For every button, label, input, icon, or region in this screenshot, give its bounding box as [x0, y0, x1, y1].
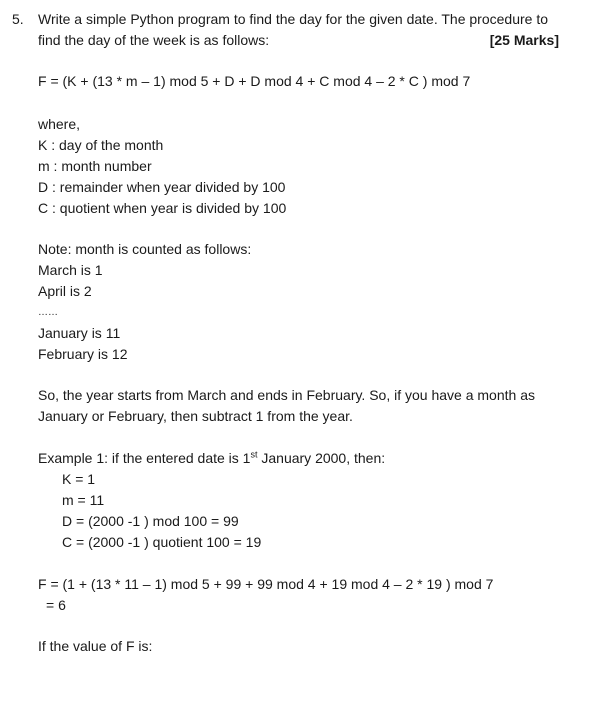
- example-value-d: D = (2000 -1 ) mod 100 = 99: [62, 513, 239, 529]
- example-intro-superscript: st: [250, 449, 258, 460]
- example-value-m: m = 11: [62, 492, 105, 508]
- where-item-k: K : day of the month: [38, 137, 164, 153]
- where-item-m: m : month number: [38, 158, 152, 174]
- question-text-line-2: find the day of the week is as follows:: [38, 32, 270, 48]
- main-formula: F = (K + (13 * m – 1) mod 5 + D + D mod 4 + C mod 4 – 2 * C ) mod 7: [38, 73, 471, 89]
- marks-label: [25 Marks]: [489, 32, 559, 48]
- example-intro-text-end: January 2000, then:: [257, 450, 386, 466]
- example-value-c: C = (2000 -1 ) quotient 100 = 19: [62, 534, 262, 550]
- note-item-january: January is 11: [38, 325, 121, 341]
- question-number: 5.: [12, 11, 24, 27]
- note-item-april: April is 2: [38, 283, 92, 299]
- example-intro: [38, 449, 385, 467]
- paragraph-line-2: January or February, then subtract 1 from the year.: [38, 408, 353, 424]
- where-heading: where,: [38, 116, 81, 132]
- example-value-k: K = 1: [62, 471, 96, 487]
- question-text-line-1: Write a simple Python program to find the day for the given date. The procedure to: [38, 11, 548, 27]
- example-calculation-result: = 6: [46, 597, 66, 613]
- note-item-february: February is 12: [38, 346, 128, 362]
- paragraph-line-1: So, the year starts from March and ends in February. So, if you have a month as: [38, 387, 535, 403]
- closing-line: If the value of F is:: [38, 638, 153, 654]
- where-item-d: D : remainder when year divided by 100: [38, 179, 286, 195]
- note-heading: Note: month is counted as follows:: [38, 241, 252, 257]
- example-intro-text: Example 1: if the entered date is 1: [38, 450, 251, 466]
- where-item-c: C : quotient when year is divided by 100: [38, 200, 287, 216]
- example-calculation-line-1: F = (1 + (13 * 11 – 1) mod 5 + 99 + 99 mod 4 + 19 mod 4 – 2 * 19 ) mod 7: [38, 576, 494, 592]
- note-ellipsis: ……: [38, 307, 58, 318]
- note-item-march: March is 1: [38, 262, 103, 278]
